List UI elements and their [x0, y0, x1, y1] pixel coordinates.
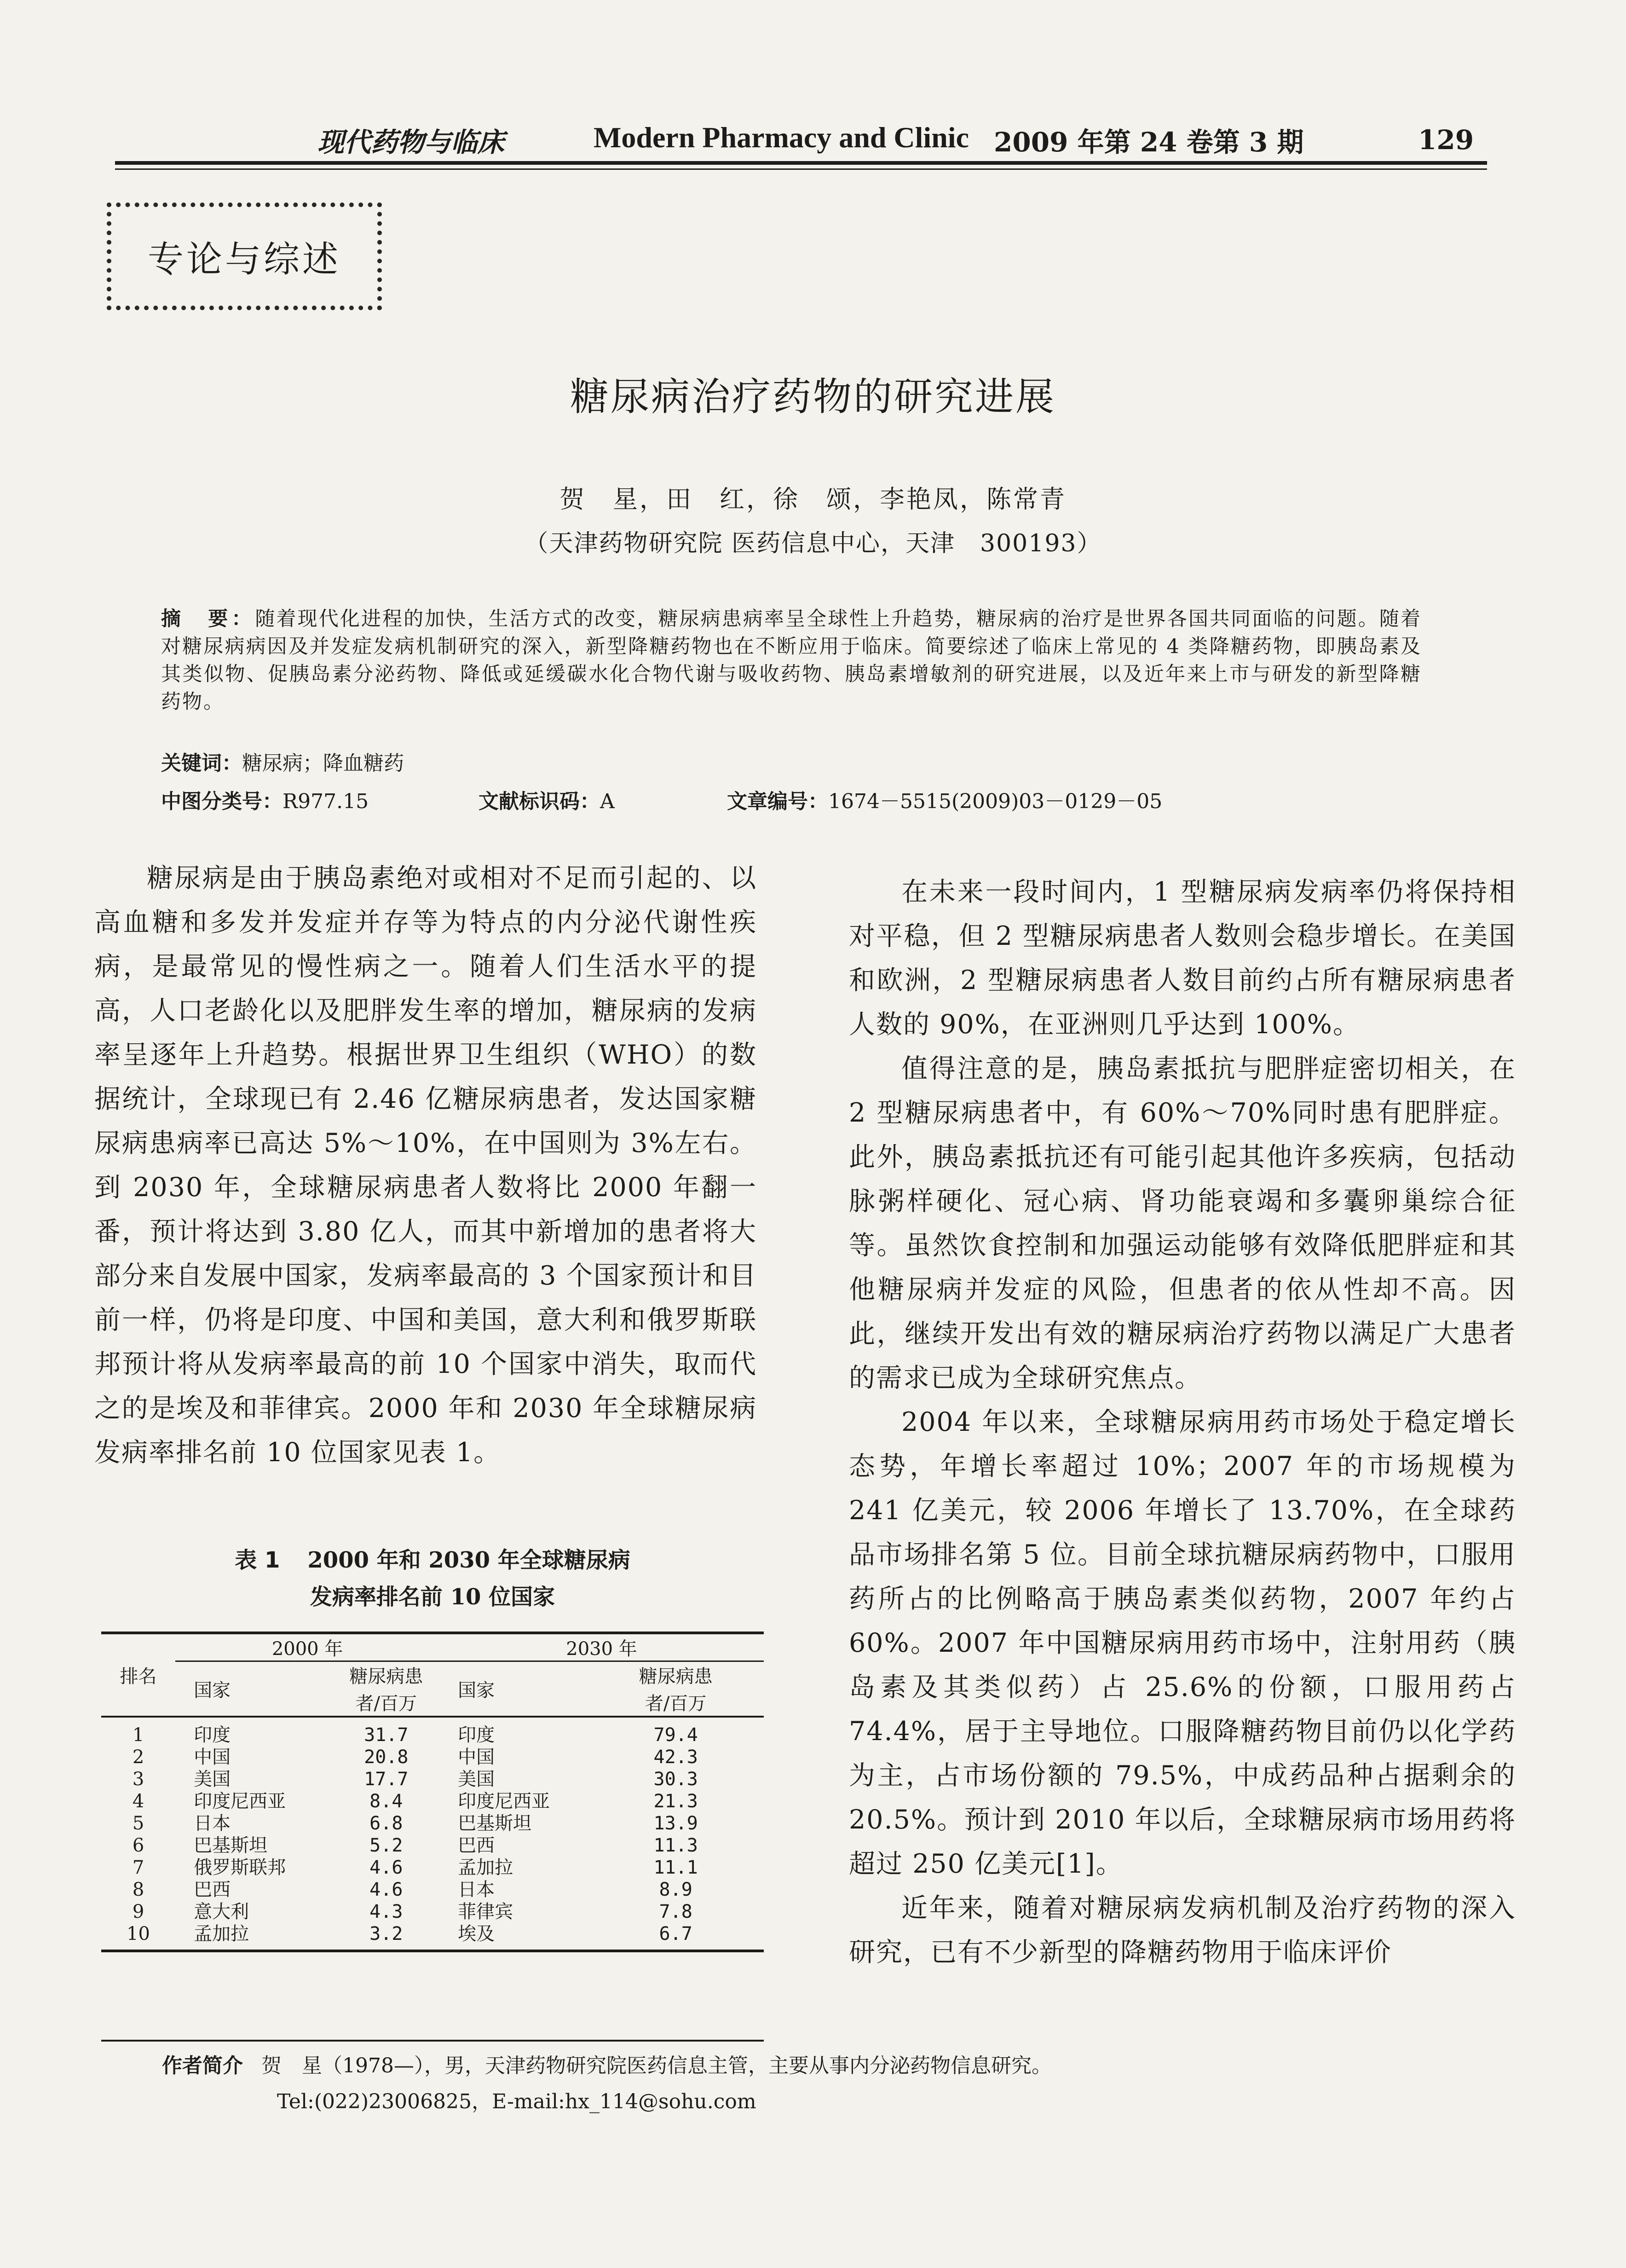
clc-number — [161, 785, 369, 814]
col-header-rank: 排名 — [101, 1633, 175, 1717]
col-header-patients-2030: 糖尿病患 — [639, 1666, 713, 1687]
country-2000-cell: 美国 — [194, 1769, 231, 1790]
col-header-country-2030: 国家 — [458, 1680, 495, 1701]
col-header-country-2000: 国家 — [194, 1680, 231, 1701]
table-row — [101, 1857, 764, 1879]
patients-2030-cell: 11.3 — [653, 1835, 698, 1856]
keywords — [161, 746, 404, 776]
article-number — [727, 785, 1162, 814]
patients-2000-cell: 4.6 — [369, 1879, 403, 1900]
footnote-rule — [101, 2040, 764, 2042]
header-rule-thin — [115, 168, 1487, 170]
table-caption — [101, 1542, 764, 1615]
country-2030-cell: 孟加拉 — [458, 1857, 513, 1878]
country-2030-cell: 美国 — [458, 1769, 495, 1790]
country-2030-cell: 埃及 — [439, 1923, 588, 1951]
right-column — [849, 870, 1516, 1974]
issue-info: 2009 年第 24 卷第 3 期 — [994, 127, 1304, 158]
doc-code — [479, 785, 615, 814]
rank-cell: 9 — [132, 1901, 144, 1922]
patients-2000-cell: 6.8 — [369, 1813, 403, 1834]
rank-cell: 10 — [101, 1923, 175, 1951]
column-label: 专论与综述 — [147, 239, 341, 280]
country-2030-cell: 印度 — [439, 1717, 588, 1746]
patients-2000-cell: 5.2 — [369, 1835, 403, 1856]
table-row — [101, 1923, 764, 1951]
patients-2030-cell: 30.3 — [653, 1769, 698, 1790]
rank-cell: 2 — [132, 1747, 144, 1768]
body-paragraph: 值得注意的是，胰岛素抵抗与肥胖症密切相关，在 2 型糖尿病患者中，有 60%～70%同时患有肥胖症。此外，胰岛素抵抗还有可能引起其他许多疾病，包括动脉粥样硬化、冠心病、肾功能衰竭和多囊卵巢综合征等。虽然饮食控制和加强运动能够有效降低肥胖症和其他糖尿病并发症的风险，但患者的依从性却不高。因此，继续开发出有效的糖尿病治疗药物以满足广大患者的需求已成为全球研究焦点。 — [849, 1053, 1516, 1393]
patients-2000-cell: 20.8 — [364, 1747, 409, 1768]
table-caption-line1: 2000 年和 2030 年全球糖尿病 — [307, 1547, 630, 1573]
country-2000-cell: 印度尼西亚 — [194, 1791, 286, 1812]
patients-2000-cell: 3.2 — [333, 1923, 439, 1951]
patients-2030-cell: 42.3 — [653, 1747, 698, 1768]
rank-cell: 8 — [132, 1879, 144, 1900]
patients-2030-cell: 11.1 — [653, 1857, 698, 1878]
rank-cell: 5 — [132, 1813, 144, 1834]
rank-cell: 1 — [101, 1717, 175, 1746]
article-title: 糖尿病治疗药物的研究进展 — [570, 374, 1056, 419]
doc-code-value: A — [600, 790, 615, 813]
table-row — [101, 1812, 764, 1834]
rank-cell: 7 — [132, 1857, 144, 1878]
patients-2000-cell: 4.6 — [369, 1857, 403, 1878]
country-2000-cell: 印度 — [175, 1717, 333, 1746]
table-row — [101, 1790, 764, 1812]
body-paragraph: 2004 年以来，全球糖尿病用药市场处于稳定增长态势，年增长率超过 10%；2007 年的市场规模为 241 亿美元，较 2006 年增长了 13.70%，在全球药品市场排名第 5 位。目前全球抗糖尿病药物中，口服用药所占的比例略高于胰岛素类似药物，2007 年约占 60%。2007 年中国糖尿病用药市场中，注射用药（胰岛素及其类似药）占 25.6%的份额，口服用药占 74.4%，居于主导地位。口服降糖药物目前仍以化学药为主，占市场份额的 79.5%，中成药品种占据剩余的 20.5%。预计到 2010 年以后，全球糖尿病市场用药将超过 250 亿美元[1]。 — [849, 1407, 1516, 1879]
country-2030-cell: 中国 — [458, 1747, 495, 1768]
abstract — [161, 605, 1422, 716]
footnote-label: 作者简介 — [162, 2054, 243, 2077]
col-header-unit-2030: 者/百万 — [645, 1693, 707, 1714]
body-paragraph: 糖尿病是由于胰岛素绝对或相对不足而引起的、以高血糖和多发并发症并存等为特点的内分泌代谢性疾病，是最常见的慢性病之一。随着人们生活水平的提高，人口老龄化以及肥胖发生率的增加，糖尿病的发病率呈逐年上升趋势。根据世界卫生组织（WHO）的数据统计，全球现已有 2.46 亿糖尿病患者，发达国家糖尿病患病率已高达 5%～10%，在中国则为 3%左右。到 2030 年，全球糖尿病患者人数将比 2000 年翻一番，预计将达到 3.80 亿人，而其中新增加的患者将大部分来自发展中国家，发病率最高的 3 个国家预计和目前一样，仍将是印度、中国和美国，意大利和俄罗斯联邦预计将从发病率最高的前 10 个国家中消失，取而代之的是埃及和菲律宾。2000 年和 2030 年全球糖尿病发病率排名前 10 位国家见表 1。 — [94, 863, 757, 1468]
patients-2030-cell: 6.7 — [588, 1923, 764, 1951]
page-number: 129 — [1418, 124, 1474, 156]
footnote-line1: 贺 星（1978—），男，天津药物研究院医药信息主管，主要从事内分泌药物信息研究。 — [261, 2054, 1052, 2077]
patients-2000-cell: 8.4 — [369, 1791, 403, 1812]
authors: 贺 星，田 红，徐 颂，李艳凤，陈常青 — [559, 485, 1067, 514]
table-body — [101, 1717, 764, 1951]
column-label-box — [107, 202, 382, 310]
col-header-2000: 2000 年 — [175, 1633, 439, 1661]
patients-2000-cell: 17.7 — [364, 1769, 409, 1790]
clc-label: 中图分类号： — [161, 790, 283, 813]
country-2000-cell: 意大利 — [194, 1901, 249, 1922]
doc-code-label: 文献标识码： — [479, 790, 600, 813]
table-row — [101, 1834, 764, 1857]
patients-2000-cell: 4.3 — [369, 1901, 403, 1922]
body-paragraph: 近年来，随着对糖尿病发病机制及治疗药物的深入研究，已有不少新型的降糖药物用于临床评价 — [849, 1893, 1516, 1967]
journal-name-cn: 现代药物与临床 — [317, 127, 505, 158]
body-paragraph: 在未来一段时间内，1 型糖尿病发病率仍将保持相对平稳，但 2 型糖尿病患者人数则会稳步增长。在美国和欧洲，2 型糖尿病患者人数目前约占所有糖尿病患者人数的 90%，在亚洲则几乎达到 100%。 — [849, 877, 1516, 1040]
patients-2030-cell: 79.4 — [588, 1717, 764, 1746]
country-2030-cell: 日本 — [458, 1879, 495, 1900]
clc-value: R977.15 — [283, 790, 369, 813]
table-row — [101, 1717, 764, 1746]
country-2030-cell: 巴基斯坦 — [458, 1813, 532, 1834]
country-2030-cell: 菲律宾 — [458, 1901, 513, 1922]
table-caption-line2: 发病率排名前 10 位国家 — [310, 1584, 555, 1610]
rank-cell: 4 — [132, 1791, 144, 1812]
country-2030-cell: 印度尼西亚 — [458, 1791, 550, 1812]
table-row — [101, 1768, 764, 1790]
journal-name-en: Modern Pharmacy and Clinic — [594, 121, 969, 154]
abstract-label: 摘 要： — [161, 608, 255, 631]
affiliation: （天津药物研究院 医药信息中心，天津 300193） — [524, 530, 1102, 557]
rank-cell: 6 — [132, 1835, 144, 1856]
keywords-label: 关键词： — [161, 752, 242, 775]
table-1 — [101, 1632, 764, 1952]
country-2030-cell: 巴西 — [458, 1835, 495, 1856]
article-number-label: 文章编号： — [727, 790, 828, 813]
table-number: 表 1 — [235, 1547, 280, 1573]
col-header-unit-2000: 者/百万 — [355, 1693, 417, 1714]
country-2000-cell: 中国 — [194, 1747, 231, 1768]
patients-2030-cell: 7.8 — [659, 1901, 692, 1922]
patients-2000-cell: 31.7 — [333, 1717, 439, 1746]
table-row — [101, 1901, 764, 1923]
rank-cell: 3 — [132, 1769, 144, 1790]
country-2000-cell: 孟加拉 — [175, 1923, 333, 1951]
col-header-2030: 2030 年 — [439, 1633, 764, 1661]
abstract-text: 随着现代化进程的加快，生活方式的改变，糖尿病患病率呈全球性上升趋势，糖尿病的治疗是世界各国共同面临的问题。随着对糖尿病病因及并发症发病机制研究的深入，新型降糖药物也在不断应用于临床。简要综述了临床上常见的 4 类降糖药物，即胰岛素及其类似物、促胰岛素分泌药物、降低或延缓碳水化合物代谢与吸收药物、胰岛素增敏剂的研究进展，以及近年来上市与研发的新型降糖药物。 — [161, 608, 1422, 713]
patients-2030-cell: 13.9 — [653, 1813, 698, 1834]
header-rule-thick — [115, 161, 1487, 165]
patients-2030-cell: 8.9 — [659, 1879, 692, 1900]
patients-2030-cell: 21.3 — [653, 1791, 698, 1812]
left-column — [94, 856, 757, 1475]
author-footnote — [162, 2048, 1496, 2120]
country-2000-cell: 日本 — [194, 1813, 231, 1834]
country-2000-cell: 俄罗斯联邦 — [194, 1857, 286, 1878]
country-2000-cell: 巴西 — [194, 1879, 231, 1900]
table-row — [101, 1746, 764, 1768]
table-row — [101, 1879, 764, 1901]
country-2000-cell: 巴基斯坦 — [194, 1835, 268, 1856]
article-number-value: 1674－5515(2009)03－0129－05 — [828, 790, 1163, 813]
footnote-line2: Tel:(022)23006825，E-mail:hx_114@sohu.com — [277, 2090, 756, 2113]
col-header-patients-2000: 糖尿病患 — [349, 1666, 423, 1687]
keywords-text: 糖尿病；降血糖药 — [242, 752, 404, 775]
